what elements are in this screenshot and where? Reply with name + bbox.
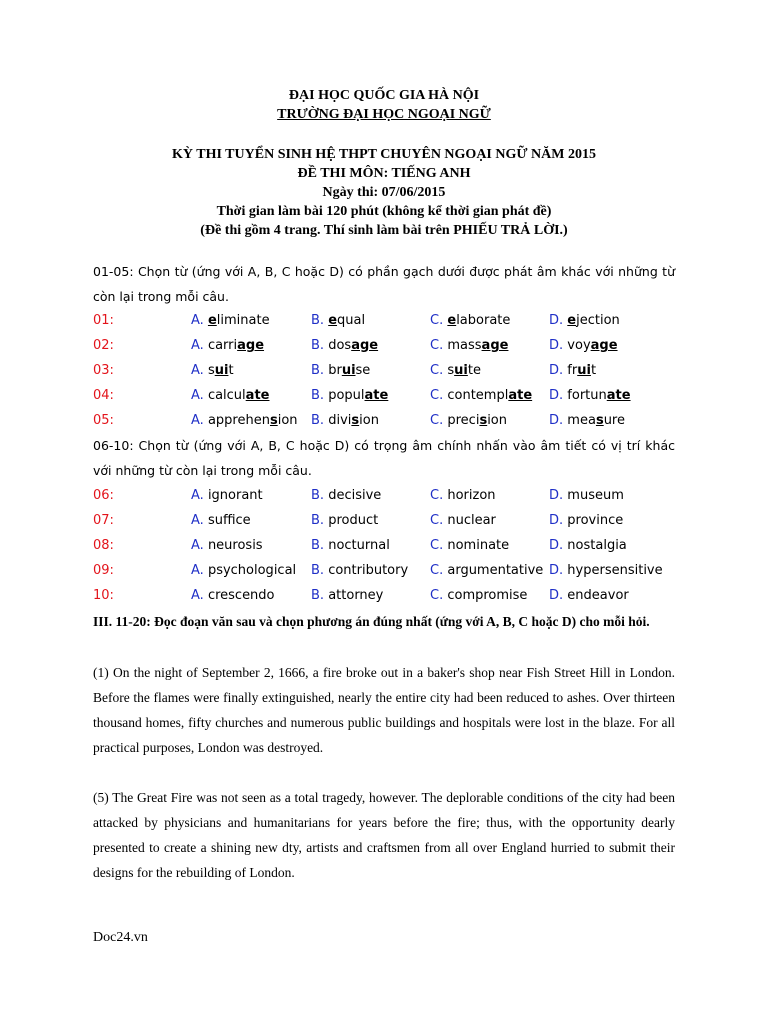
option-letter: D.: [549, 363, 564, 378]
word-underlined-part: age: [481, 338, 509, 353]
option-word: endeavor: [567, 588, 629, 603]
question-number: 03:: [93, 363, 114, 378]
option-d: [549, 533, 627, 558]
word-prefix: s: [447, 363, 455, 378]
option-a: [191, 483, 263, 508]
word-suffix: jection: [576, 313, 620, 328]
option-a: [191, 408, 298, 433]
option-word: product: [328, 513, 379, 528]
option-letter: C.: [430, 388, 444, 403]
option-b: [311, 408, 379, 433]
option-word: crescendo: [207, 588, 275, 603]
option-letter: C.: [430, 413, 444, 428]
option-a: [191, 333, 264, 358]
option-c: [430, 308, 510, 333]
option-c: [430, 533, 509, 558]
option-b: [311, 583, 383, 608]
option-b: [311, 358, 370, 383]
word-underlined-part: s: [351, 413, 360, 428]
option-letter: B.: [311, 388, 325, 403]
word-underlined-part: ate: [364, 388, 389, 403]
option-d: [549, 483, 624, 508]
question-row: [93, 383, 693, 408]
option-a: [191, 558, 296, 583]
option-word: horizon: [447, 488, 496, 503]
option-word: hypersensitive: [567, 563, 663, 578]
word-underlined-part: s: [269, 413, 278, 428]
option-letter: B.: [311, 313, 325, 328]
option-letter: A.: [191, 413, 204, 428]
question-row: [93, 408, 693, 433]
option-letter: B.: [311, 363, 325, 378]
option-c: [430, 383, 532, 408]
option-b: [311, 308, 365, 333]
exam-title: KỲ THI TUYỂN SINH HỆ THPT CHUYÊN NGOẠI NGỮ NĂM 2015: [172, 147, 596, 162]
question-number: 08:: [93, 538, 114, 553]
word-prefix: br: [328, 363, 342, 378]
option-word: suffice: [207, 513, 251, 528]
word-prefix: contempl: [447, 388, 509, 403]
word-suffix: ure: [603, 413, 625, 428]
option-letter: C.: [430, 588, 444, 603]
question-number: 10:: [93, 588, 114, 603]
word-suffix: t: [228, 363, 234, 378]
option-word: museum: [567, 488, 624, 503]
option-letter: A.: [191, 563, 204, 578]
option-c: [430, 408, 507, 433]
option-letter: A.: [191, 313, 204, 328]
option-b: [311, 533, 390, 558]
school-name: [0, 105, 768, 125]
option-word: contributory: [328, 563, 409, 578]
question-row: [93, 308, 693, 333]
option-word: neurosis: [207, 538, 263, 553]
option-c: [430, 358, 481, 383]
word-underlined-part: ate: [508, 388, 533, 403]
option-c: [430, 508, 496, 533]
question-row: [93, 558, 693, 583]
option-word: decisive: [328, 488, 382, 503]
word-prefix: calcul: [207, 388, 246, 403]
exam-subject: ĐỀ THI MÔN: TIẾNG ANH: [297, 166, 471, 181]
option-b: [311, 508, 378, 533]
word-suffix: ion: [487, 413, 507, 428]
question-row: [93, 508, 693, 533]
word-suffix: laborate: [456, 313, 511, 328]
option-c: [430, 333, 508, 358]
option-letter: D.: [549, 413, 564, 428]
word-prefix: popul: [328, 388, 365, 403]
word-underlined-part: ui: [454, 363, 468, 378]
word-suffix: se: [355, 363, 371, 378]
option-letter: B.: [311, 563, 325, 578]
option-letter: B.: [311, 513, 325, 528]
section2-instruction: 06-10: Chọn từ (ứng với A, B, C hoặc D) có trọng âm chính nhấn vào âm tiết có vị trí khác với những từ còn lại trong mỗi câu.: [93, 438, 675, 478]
question-number: 05:: [93, 413, 114, 428]
option-letter: D.: [549, 563, 564, 578]
word-underlined-part: ate: [606, 388, 631, 403]
word-underlined-part: s: [479, 413, 488, 428]
word-underlined-part: ui: [341, 363, 356, 378]
word-prefix: carri: [207, 338, 238, 353]
word-underlined-part: ui: [577, 363, 591, 378]
option-letter: C.: [430, 513, 444, 528]
word-underlined-part: age: [237, 338, 265, 353]
question-row: [93, 583, 693, 608]
option-word: nostalgia: [567, 538, 627, 553]
question-row: [93, 533, 693, 558]
option-letter: C.: [430, 363, 444, 378]
word-prefix: divi: [328, 413, 352, 428]
exam-duration: Thời gian làm bài 120 phút (không kể thời gian phát đề): [216, 204, 552, 219]
option-letter: A.: [191, 363, 204, 378]
option-word: nocturnal: [328, 538, 390, 553]
exam-date: Ngày thi: 07/06/2015: [322, 185, 446, 200]
option-d: [549, 508, 623, 533]
word-prefix: dos: [328, 338, 352, 353]
option-d: [549, 333, 618, 358]
option-d: [549, 408, 625, 433]
word-underlined-part: e: [567, 313, 577, 328]
word-suffix: te: [467, 363, 481, 378]
option-letter: D.: [549, 388, 564, 403]
option-b: [311, 558, 408, 583]
word-suffix: liminate: [216, 313, 270, 328]
option-c: [430, 558, 543, 583]
school-name-text: TRƯỜNG ĐẠI HỌC NGOẠI NGỮ: [277, 107, 491, 122]
option-a: [191, 358, 234, 383]
word-underlined-part: s: [595, 413, 604, 428]
option-letter: C.: [430, 313, 444, 328]
option-a: [191, 533, 263, 558]
option-letter: C.: [430, 488, 444, 503]
question-number: 02:: [93, 338, 114, 353]
option-letter: D.: [549, 513, 564, 528]
question-number: 07:: [93, 513, 114, 528]
option-letter: A.: [191, 538, 204, 553]
option-d: [549, 358, 596, 383]
option-word: attorney: [328, 588, 384, 603]
word-underlined-part: ui: [214, 363, 229, 378]
word-prefix: apprehen: [207, 413, 270, 428]
option-d: [549, 583, 629, 608]
option-letter: C.: [430, 338, 444, 353]
option-letter: D.: [549, 538, 564, 553]
option-letter: A.: [191, 588, 204, 603]
university-name: ĐẠI HỌC QUỐC GIA HÀ NỘI: [288, 88, 480, 103]
question-number: 09:: [93, 563, 114, 578]
option-word: compromise: [447, 588, 528, 603]
option-d: [549, 308, 620, 333]
word-prefix: mass: [447, 338, 482, 353]
word-suffix: ion: [359, 413, 379, 428]
option-letter: C.: [430, 538, 444, 553]
option-letter: A.: [191, 338, 204, 353]
option-a: [191, 308, 270, 333]
option-c: [430, 583, 527, 608]
option-letter: B.: [311, 588, 325, 603]
passage-paragraph-1: (1) On the night of September 2, 1666, a fire broke out in a baker's shop near Fish Street Hill in London. Before the flames were finally extinguished, nearly the entire city had been reduced to ashes. Over thirteen thousand homes, fifty churches and numerous public buildings and hospitals were lost in the blaze. For all practical purposes, London was destroyed.: [93, 665, 675, 755]
word-prefix: mea: [567, 413, 596, 428]
word-underlined-part: ate: [245, 388, 270, 403]
option-word: nuclear: [447, 513, 496, 528]
option-letter: D.: [549, 588, 564, 603]
word-suffix: ion: [277, 413, 298, 428]
option-b: [311, 333, 378, 358]
word-underlined-part: e: [447, 313, 457, 328]
option-a: [191, 508, 251, 533]
word-prefix: fortun: [567, 388, 607, 403]
word-underlined-part: e: [207, 313, 217, 328]
option-b: [311, 483, 381, 508]
option-letter: D.: [549, 338, 564, 353]
question-number: 06:: [93, 488, 114, 503]
option-letter: C.: [430, 563, 444, 578]
question-row: [93, 358, 693, 383]
question-row: [93, 333, 693, 358]
word-suffix: t: [590, 363, 597, 378]
option-a: [191, 583, 275, 608]
option-word: psychological: [207, 563, 297, 578]
footer-site: Doc24.vn: [93, 930, 148, 945]
option-b: [311, 383, 388, 408]
option-letter: A.: [191, 513, 204, 528]
option-d: [549, 383, 631, 408]
option-letter: A.: [191, 488, 204, 503]
question-number: 04:: [93, 388, 114, 403]
passage-paragraph-2: (5) The Great Fire was not seen as a total tragedy, however. The deplorable conditions of the city had been attacked by physicians and humanitarians for years before the fire; thus, with the opportunity dearly presented to create a shining new dty, artists and craftsmen from all over England hurried to submit their designs for the rebuilding of London.: [93, 790, 675, 880]
word-prefix: voy: [567, 338, 591, 353]
option-letter: B.: [311, 338, 325, 353]
option-letter: B.: [311, 538, 325, 553]
section3-heading: III. 11-20: Đọc đoạn văn sau và chọn phương án đúng nhất (ứng với A, B, C hoặc D) cho mỗi hỏi.: [93, 614, 650, 629]
option-letter: A.: [191, 388, 204, 403]
word-prefix: s: [207, 363, 215, 378]
option-word: ignorant: [207, 488, 263, 503]
option-d: [549, 558, 663, 583]
option-letter: B.: [311, 413, 325, 428]
exam-note: (Đề thi gồm 4 trang. Thí sinh làm bài trên PHIẾU TRẢ LỜI.): [200, 223, 568, 238]
word-underlined-part: age: [351, 338, 379, 353]
option-c: [430, 483, 496, 508]
word-suffix: qual: [337, 313, 366, 328]
option-letter: D.: [549, 488, 564, 503]
option-word: nominate: [447, 538, 510, 553]
option-a: [191, 383, 269, 408]
word-underlined-part: e: [328, 313, 338, 328]
option-word: argumentative: [447, 563, 544, 578]
option-letter: B.: [311, 488, 325, 503]
option-word: province: [567, 513, 624, 528]
word-prefix: fr: [567, 363, 578, 378]
question-row: [93, 483, 693, 508]
word-underlined-part: age: [590, 338, 618, 353]
option-letter: D.: [549, 313, 564, 328]
word-prefix: preci: [447, 413, 480, 428]
question-number: 01:: [93, 313, 114, 328]
section1-instruction: 01-05: Chọn từ (ứng với A, B, C hoặc D) có phần gạch dưới được phát âm khác với những từ còn lại trong mỗi câu.: [93, 264, 675, 304]
